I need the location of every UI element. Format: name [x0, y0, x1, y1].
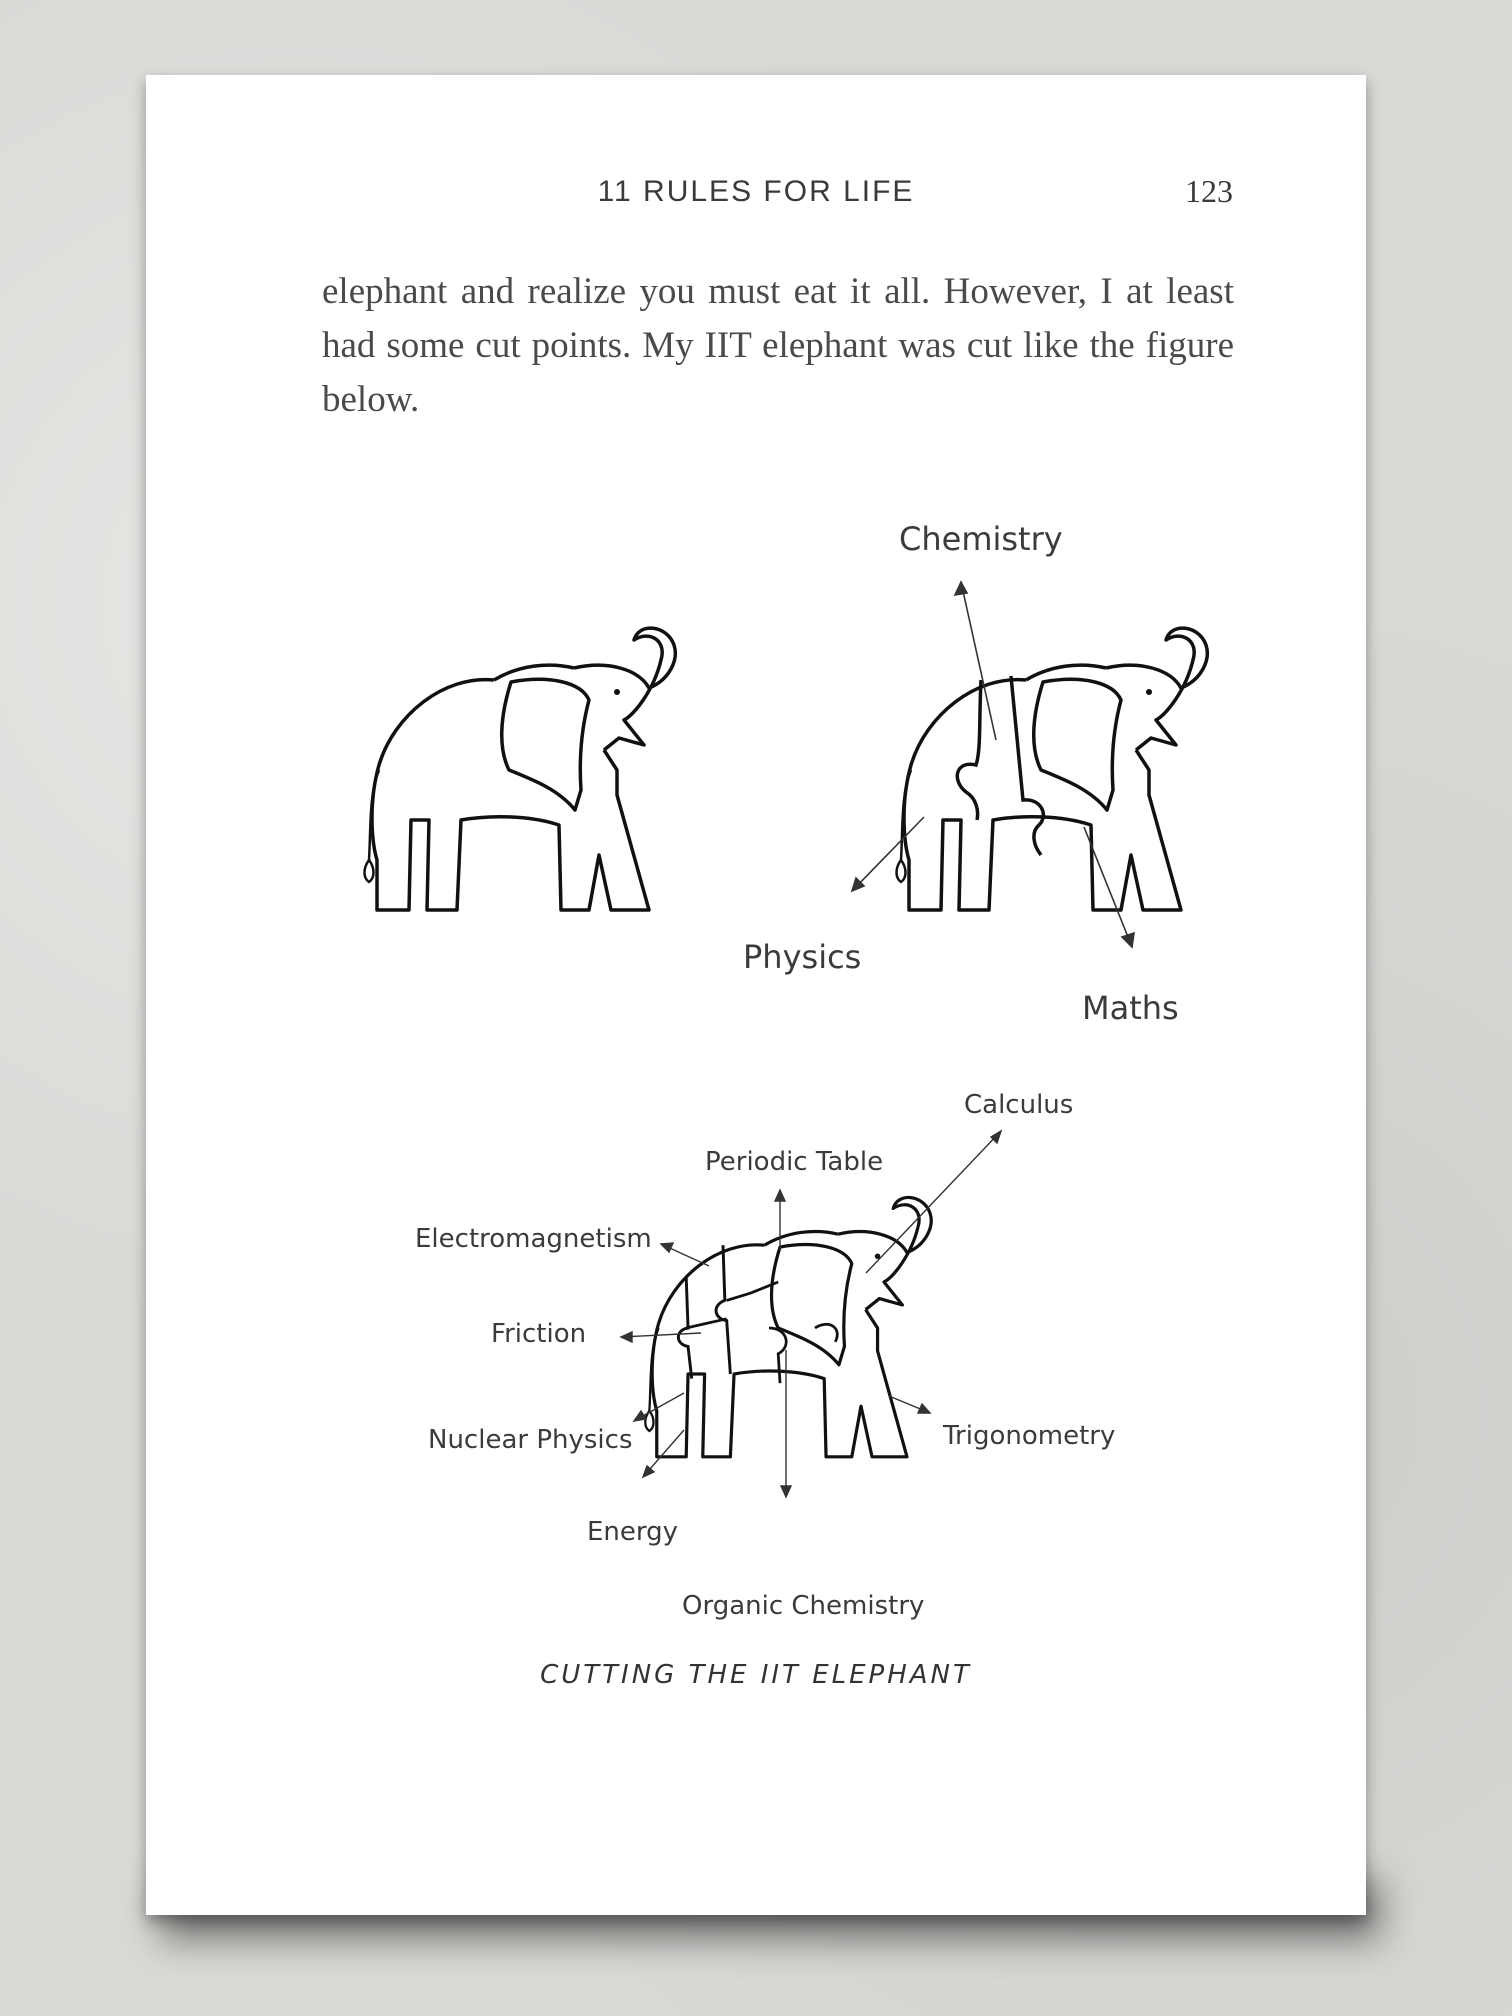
- label-electromagnetism: Electromagnetism: [415, 1224, 652, 1254]
- book-page: [146, 75, 1366, 1915]
- label-periodic-table: Periodic Table: [705, 1147, 884, 1177]
- elephant-figure: [146, 75, 1366, 1915]
- label-trigonometry: Trigonometry: [943, 1421, 1116, 1451]
- page-number: 123: [1185, 173, 1233, 209]
- cut-elephant: [897, 628, 1208, 910]
- label-calculus: Calculus: [964, 1090, 1074, 1120]
- label-organic-chemistry: Organic Chemistry: [682, 1591, 925, 1621]
- label-physics: Physics: [743, 938, 862, 976]
- plain-elephant: [365, 628, 676, 910]
- detailed-elephant: [645, 1197, 931, 1456]
- label-maths: Maths: [1082, 989, 1179, 1027]
- label-chemistry: Chemistry: [899, 520, 1063, 558]
- body-paragraph: elephant and realize you must eat it all. However, I at least had some cut points. My IIT elephant was cut like the figure below.: [322, 271, 1234, 420]
- label-friction: Friction: [491, 1319, 587, 1349]
- running-title: 11 RULES FOR LIFE: [597, 175, 915, 208]
- figure-caption: CUTTING THE IIT ELEPHANT: [540, 1660, 972, 1690]
- label-energy: Energy: [587, 1517, 679, 1547]
- label-nuclear-physics: Nuclear Physics: [428, 1425, 633, 1455]
